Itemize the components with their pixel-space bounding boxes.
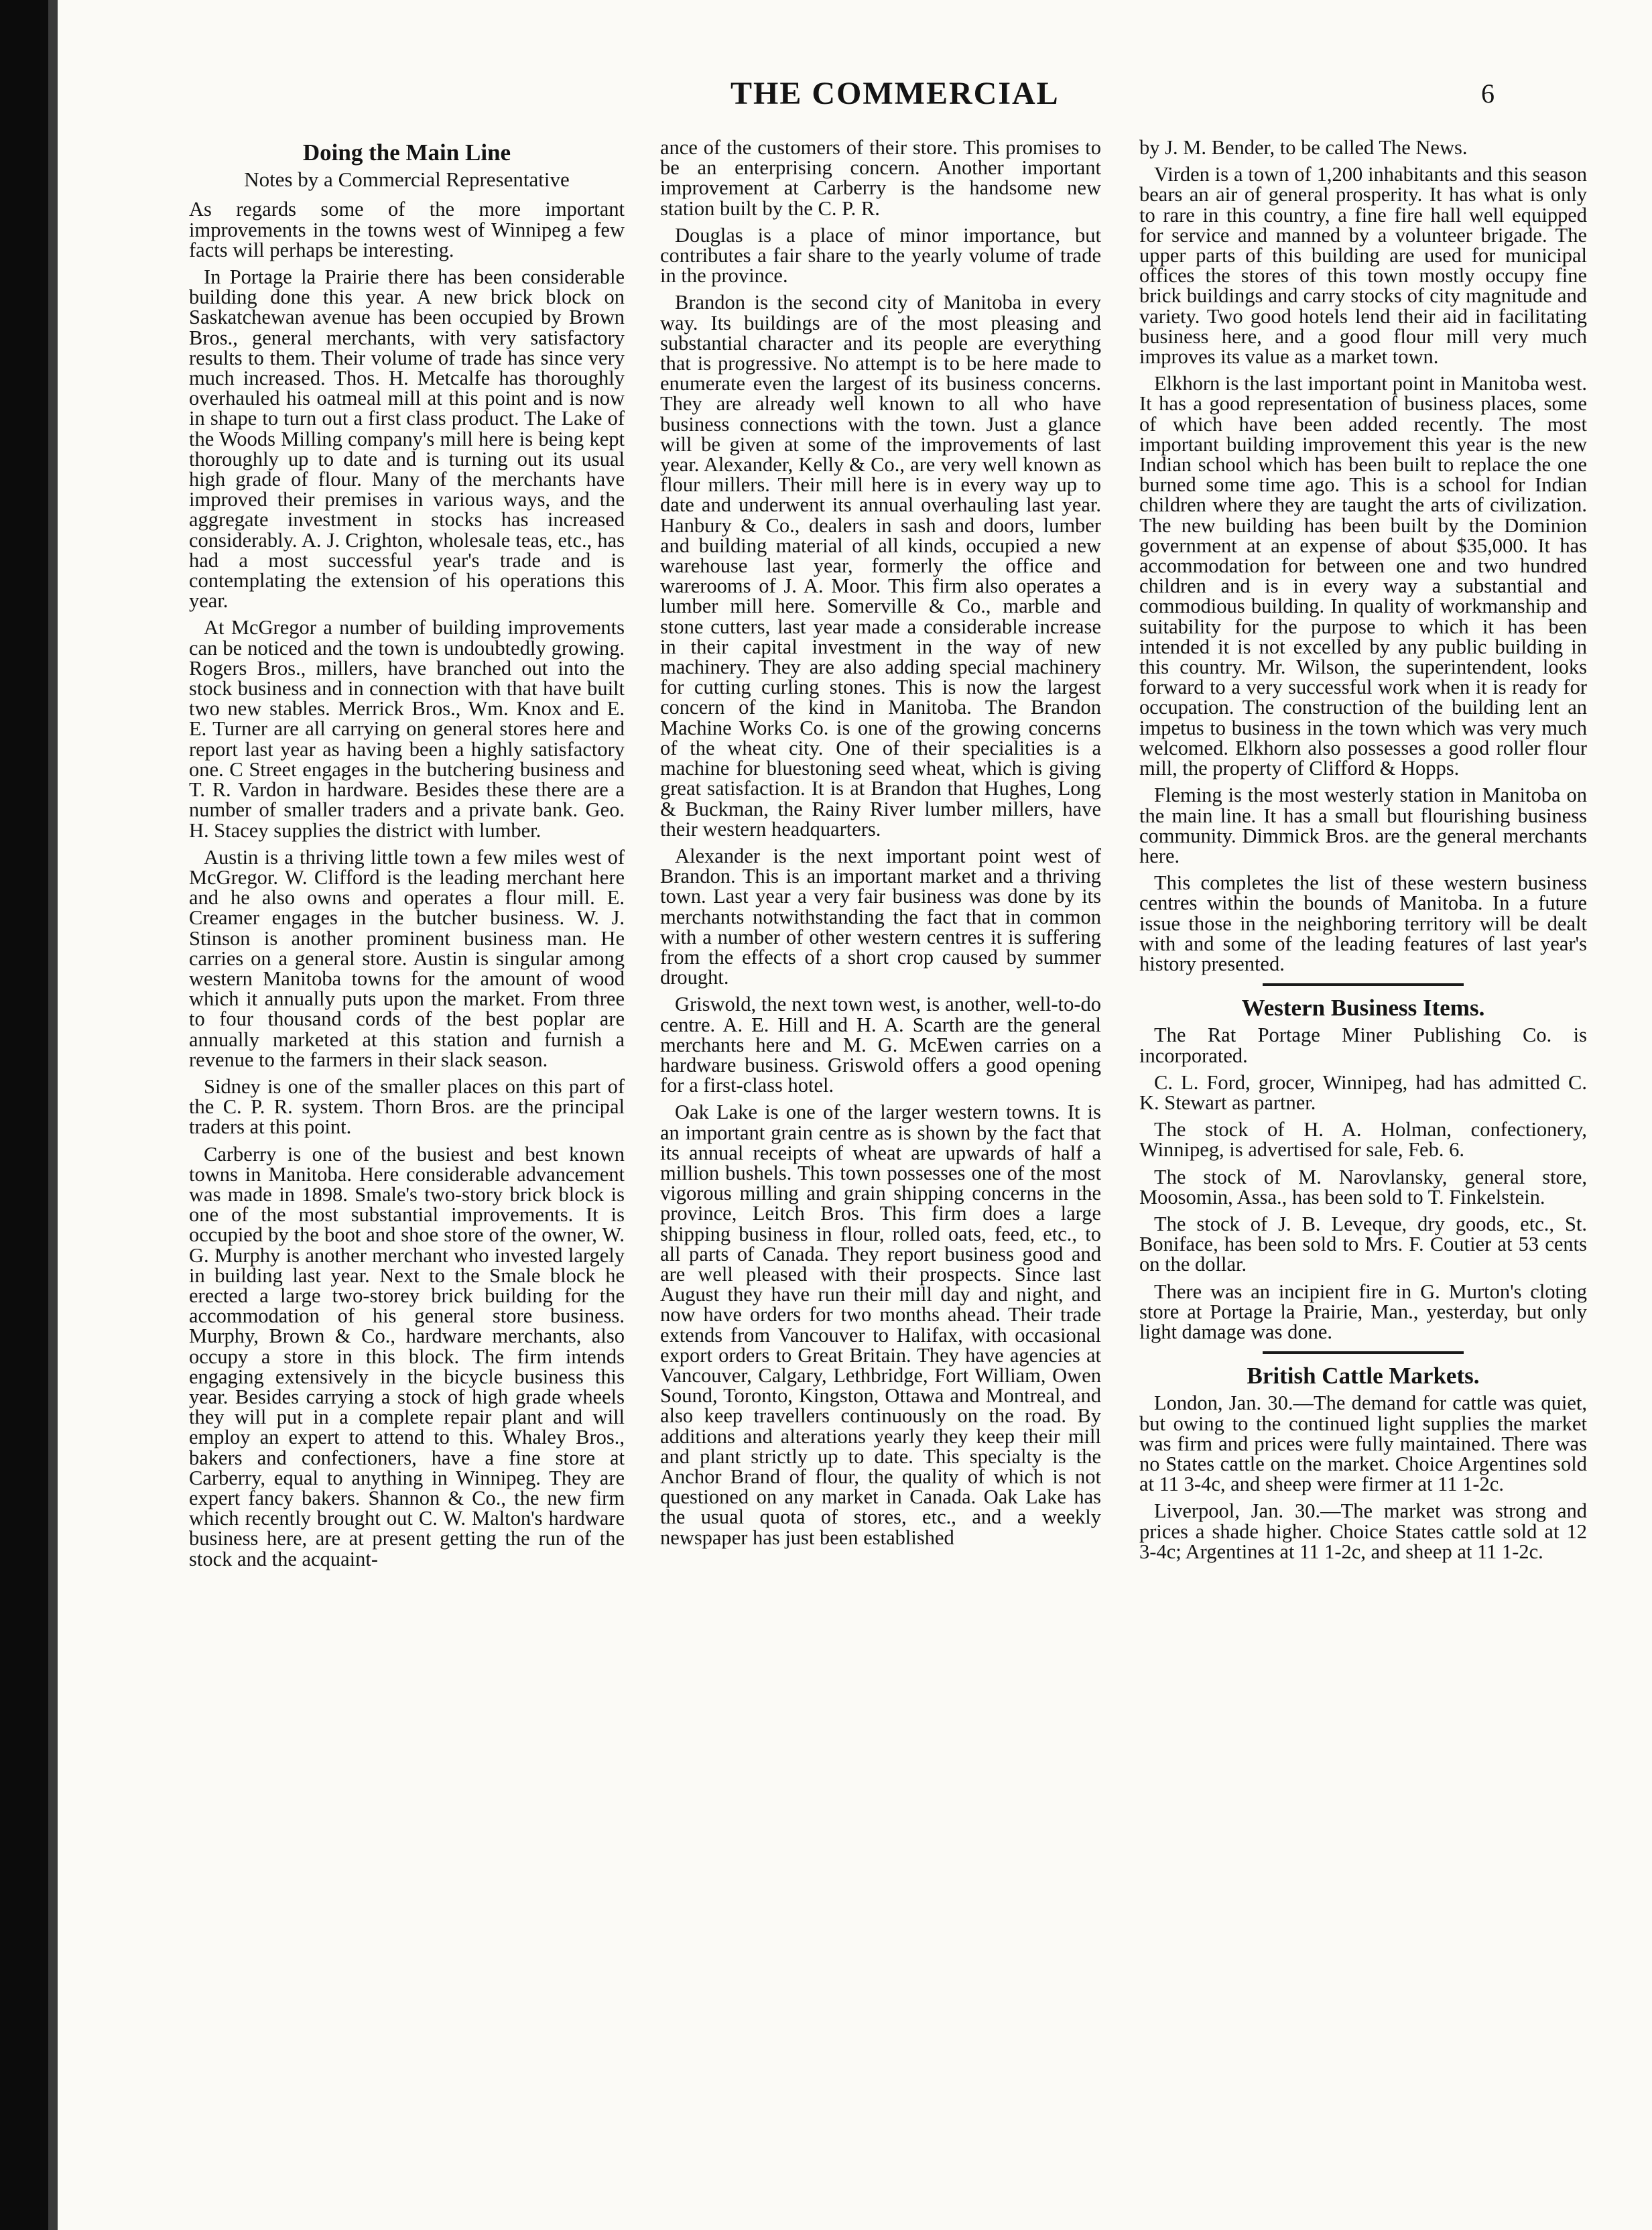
article-byline: Notes by a Commercial Representative	[244, 168, 570, 192]
news-item: The stock of H. A. Holman, confectionery, Winnipeg, is advertised for sale, Feb. 6.	[1139, 1118, 1587, 1162]
paragraph: Austin is a thriving little town a few miles west of McGregor. W. Clifford is the leading merchant here and he also owns and operates a flour mill. E. Creamer engages in the butcher business. W. J. Stinson is another prominent business man. He carries on a general store. Austin is singular among western Manitoba towns for the amount of wood which it annually puts upon the market. From three to four thousand cords of the best poplar are annually marketed at this station and furnish a revenue to the farmers in their slack season.	[189, 845, 625, 1071]
paragraph: This completes the list of these western business centres within the bounds of Manitoba. In a future issue those in the neighboring territory will be dealt with and some of the leading features of last year's history presented.	[1139, 871, 1587, 975]
article-headline: Doing the Main Line	[302, 139, 511, 166]
paragraph: Brandon is the second city of Manitoba in every way. Its buildings are of the most pleasing and substantial character and its people are everything that is progressive. No attempt is to be here made to enumerate even the largest of its business concerns. They are already well known to all who have business connections with the town. Just a glance will be given at some of the improvements of last year. Alexander, Kelly & Co., are very well known as flour millers. Their mill here is in every way up to date and underwent its annual overhauling last year. Hanbury & Co., dealers in sash and doors, lumber and building material of all kinds, occupied a new warehouse last year, formerly the office and warerooms of J. A. Moor. This firm also operates a lumber mill here. Somerville & Co., marble and stone cutters, last year made a considerable increase in their capital investment in the way of new machinery. They are also adding special machinery for cutting curling stones. This is now the largest concern of the kind in Manitoba. The Brandon Machine Works Co. is one of the growing concerns of the wheat city. One of their specialities is a machine for bluestoning seed wheat, which is giving great satisfaction. It is at Brandon that Hughes, Long & Buckman, the Rainy River lumber millers, have their western headquarters.	[660, 291, 1101, 841]
paragraph: At McGregor a number of building improvements can be noticed and the town is undoubtedly growing. Rogers Bros., millers, have branched out into the stock business and in connection with that have built two new stables. Merrick Bros., Wm. Knox and E. E. Turner are all carrying on general stores here and report last year as having been a highly satisfactory one. C Street engages in the butchering business and T. R. Vardon in hardware. Besides these there are a number of smaller traders and a private bank. Geo. H. Stacey supplies the district with lumber.	[189, 616, 625, 842]
news-item: The stock of M. Narovlansky, general store, Moosomin, Assa., has been sold to T. Finkelstein.	[1139, 1165, 1587, 1209]
paragraph: Griswold, the next town west, is another, well-to-do centre. A. E. Hill and H. A. Scarth are the general merchants here and M. G. McEwen carries on a hardware business. Griswold offers a good opening for a first-class hotel.	[660, 993, 1101, 1097]
section-headline: Western Business Items.	[1241, 995, 1485, 1021]
paragraph: Virden is a town of 1,200 inhabitants and this season bears an air of general prosperity. It has what is only to rare in this country, a fine fire hall well equipped for service and manned by a volunteer brigade. The upper parts of this building are used for municipal offices the stores of this town mostly occupy fine brick buildings and carry stocks of city magnitude and variety. Two good hotels lend their aid in facilitating business here, and a good flour mill very much improves its value as a market town.	[1139, 163, 1587, 369]
page-number: 6	[1481, 78, 1495, 109]
news-item: London, Jan. 30.—The demand for cattle was quiet, but owing to the continued light supplies the market was firm and prices were fully maintained. There was no States cattle on the market. Choice Argentines sold at 11 3-4c, and sheep were firmer at 11 1-2c.	[1139, 1391, 1587, 1496]
section-headline: British Cattle Markets.	[1247, 1363, 1480, 1389]
section-divider	[1263, 983, 1464, 986]
news-item: The Rat Portage Miner Publishing Co. is incorporated.	[1139, 1024, 1587, 1067]
news-item: The stock of J. B. Leveque, dry goods, etc., St. Boniface, has been sold to Mrs. F. Coutier at 53 cents on the dollar.	[1139, 1212, 1587, 1276]
news-item: Liverpool, Jan. 30.—The market was strong and prices a shade higher. Choice States cattle sold at 12 3-4c; Argentines at 11 1-2c, and sheep at 11 1-2c.	[1139, 1499, 1587, 1563]
newspaper-title: THE COMMERCIAL	[730, 76, 1060, 111]
paragraph: Fleming is the most westerly station in Manitoba on the main line. It has a small but flourishing business community. Dimmick Bros. are the general merchants here.	[1139, 784, 1587, 867]
paragraph: Elkhorn is the last important point in Manitoba west. It has a good representation of business places, some of which have been added recently. The most important building improvement this year is the new Indian school which has been built to replace the one burned some time ago. This is a school for Indian children where they are taught the arts of civilization. The new building has been built by the Dominion government at an expense of about $35,000. It has accommodation for between one and two hundred children and is in every way a substantial and commodious building. In quality of workmanship and suitability for the purpose to which it has been intended it is not excelled by any public building in this country. Mr. Wilson, the superintendent, looks forward to a very successful work when it is ready for occupation. The construction of the building lent an impetus to business in the town which was very much welcomed. Elkhorn also possesses a good roller flour mill, the property of Clifford & Hopps.	[1139, 372, 1587, 780]
column-2	[660, 137, 1101, 1554]
column-3	[1139, 137, 1587, 1568]
paragraph: ance of the customers of their store. This promises to be an enterprising concern. Another important improvement at Carberry is the handsome new station built by the C. P. R.	[660, 136, 1101, 220]
section-divider	[1263, 1351, 1464, 1354]
page-header	[0, 75, 1652, 129]
paragraph: Oak Lake is one of the larger western towns. It is an important grain centre as is shown by the fact that its annual receipts of wheat are upwards of half a million bushels. This town possesses one of the most vigorous milling and grain shipping concerns in the province, Leitch Bros. This firm does a large shipping business in flour, rolled oats, feed, etc., to all parts of Canada. They report business good and are well pleased with their prospects. Since last August they have run their mill day and night, and now have orders for two months ahead. Their trade extends from Vancouver to Halifax, with occasional export orders to Great Britain. They have agencies at Vancouver, Calgary, Lethbridge, Fort William, Owen Sound, Toronto, Kingston, Ottawa and Montreal, and also keep travellers continuously on the road. By additions and alterations yearly they keep their mill and plant strictly up to date. This specialty is the Anchor Brand of flour, the quality of which is not questioned on any market in Canada. Oak Lake has the usual quota of stores, etc., and a weekly newspaper has just been established	[660, 1101, 1101, 1549]
paragraph: Carberry is one of the busiest and best known towns in Manitoba. Here considerable advancement was made in 1898. Smale's two-story brick block is one of the most substantial improvements. It is occupied by the boot and shoe store of the owner, W. G. Murphy is another merchant who invested largely in building last year. Next to the Smale block he erected a large two-storey brick building for the accommodation of his general store business. Murphy, Brown & Co., hardware merchants, also occupy a store in this block. The firm intends engaging extensively in the bicycle business this year. Besides carrying a stock of high grade wheels they will put in a complete repair plant and will employ an expert to attend to this. Whaley Bros., bakers and confectioners, have a fine store at Carberry, equal to anything in Winnipeg. They are expert fancy bakers. Shannon & Co., the new firm which recently brought out C. W. Malton's hardware business here, are at present getting the run of the stock and the acquaint-	[189, 1142, 625, 1570]
paragraph: Sidney is one of the smaller places on this part of the C. P. R. system. Thorn Bros. are the principal traders at this point.	[189, 1074, 625, 1139]
news-item: C. L. Ford, grocer, Winnipeg, had has admitted C. K. Stewart as partner.	[1139, 1070, 1587, 1114]
column-1	[189, 137, 625, 1576]
scan-shadow-edge	[0, 0, 48, 2230]
scan-shadow-edge-inner	[48, 0, 58, 2230]
paragraph: As regards some of the more important improvements in the towns west of Winnipeg a few facts will perhaps be interesting.	[189, 198, 625, 261]
news-item: There was an incipient fire in G. Murton's cloting store at Portage la Prairie, Man., yesterday, but only light damage was done.	[1139, 1280, 1587, 1343]
paragraph: Alexander is the next important point west of Brandon. This is an important market and a thriving town. Last year a very fair business was done by its merchants notwithstanding the fact that in common with a number of other western centres it is suffering from the effects of a short crop caused by summer drought.	[660, 844, 1101, 989]
paragraph: In Portage la Prairie there has been considerable building done this year. A new brick block on Saskatchewan avenue has been occupied by Brown Bros., general merchants, with very satisfactory results to them. Their volume of trade has since very much increased. Thos. H. Metcalfe has thoroughly overhauled his oatmeal mill at this point and is now in shape to turn out a first class product. The Lake of the Woods Milling company's mill here is being kept thoroughly up to date and is turning out its usual high grade of flour. Many of the merchants have improved their premises in various ways, and the aggregate investment in stocks has increased considerably. A. J. Crighton, wholesale teas, etc., has had a most successful year's trade and is contemplating the extension of his operations this year.	[189, 265, 625, 613]
paragraph: Douglas is a place of minor importance, but contributes a fair share to the yearly volume of trade in the province.	[660, 223, 1101, 288]
paragraph: by J. M. Bender, to be called The News.	[1139, 136, 1468, 159]
